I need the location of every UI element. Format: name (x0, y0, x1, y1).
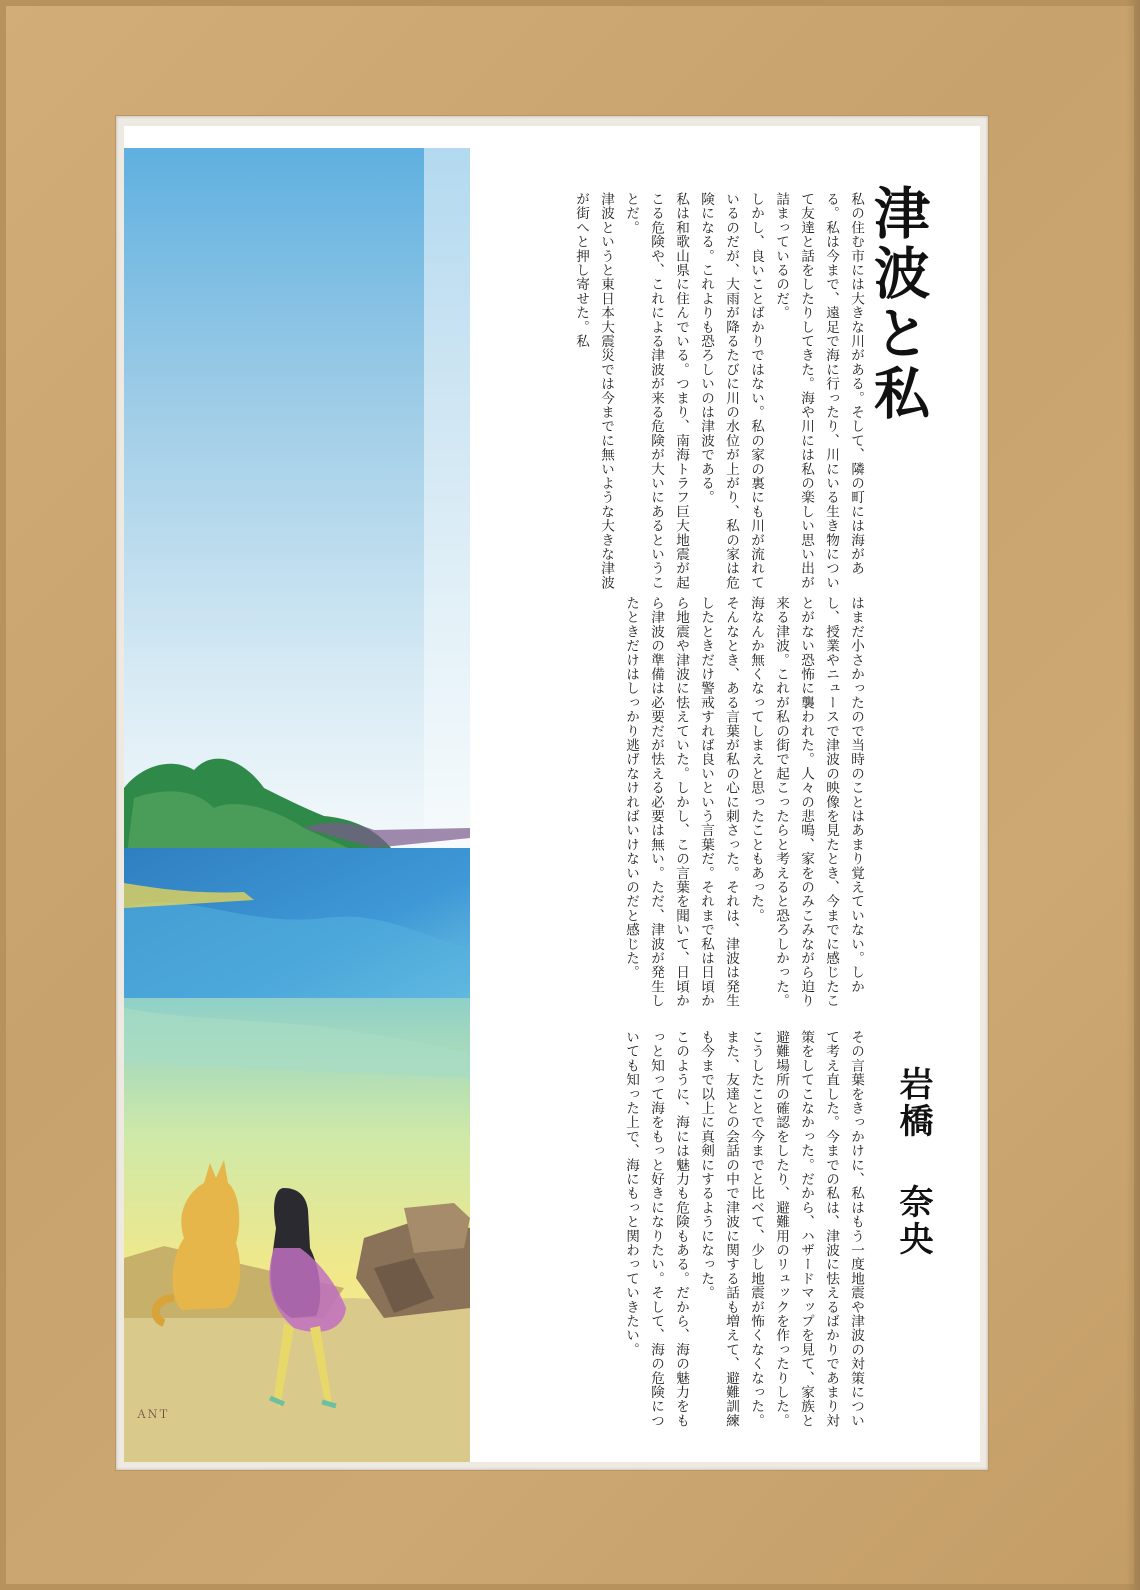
author-family-name: 岩橋 (893, 1066, 933, 1140)
author-name (889, 1066, 938, 1258)
paragraph: 私の住む市には大きな川がある。そして、隣の町には海がある。私は今まで、遠足で海に行ったり、川にいる生き物について友達と話をしたりしてきた。海や川には私の楽しい思い出が詰まっているのだ。 (773, 192, 864, 590)
essay-body-block-1 (568, 192, 868, 594)
paragraph: そんなとき、ある言葉が私の心に刺さった。それは、津波は発生したときだけ警戒すれば良いという言葉だ。それまで私は日頃から地震や津波に怯えていた。しかし、この言葉を聞いて、日頃から津波の準備は必要だが怯える必要は無い。ただ、津波が発生したときだけはしっかり逃げなければいけないのだと感じた。 (623, 596, 739, 1008)
paragraph: 私は和歌山県に住んでいる。つまり、南海トラフ巨大地震が起こる危険や、これによる津波が来る危険が大いにあるということだ。 (623, 192, 689, 590)
paragraph: このように、海には魅力も危険もある。だから、海の魅力をもっと知って海をもっと好きになりたい。そして、海の危険についても知った上で、海にもっと関わっていきたい。 (623, 1030, 689, 1428)
essay-body-block-3 (618, 1030, 868, 1440)
essay-body-block-2 (618, 596, 868, 1014)
paragraph: はまだ小さかったので当時のことはあまり覚えていない。しかし、授業やニュースで津波の映像を見たとき、今までに感じたことがない恐怖に襲われた。人々の悲鳴、家をのみこみながら迫り来る津波。これが私の街で起こったらと考えると恐ろしかった。海なんか無くなってしまえと思ったこともあった。 (748, 596, 864, 1008)
painting-signature: ＡＮＴ (136, 1408, 169, 1421)
author-given-name: 奈央 (893, 1184, 933, 1258)
essay-title: 津波と私 (865, 184, 931, 424)
beach-scene-illustration (124, 148, 470, 1462)
watercolor-painting (124, 148, 470, 1462)
essay-text-area (474, 126, 980, 1462)
paragraph: その言葉をきっかけに、私はもう一度地震や津波の対策について考え直した。今までの私は、津波に怯えるばかりであまり対策をしてこなかった。だから、ハザードマップを見て、家族と避難場所の確認をしたり、避難用のリュックを作ったりした。こうしたことで今までと比べて、少し地震が怖くなくなった。また、友達との会話の中で津波に関する話も増えて、避難訓練も今まで以上に真剣にするようになった。 (698, 1030, 864, 1428)
essay-sheet (124, 126, 980, 1462)
paragraph: しかし、良いことばかりではない。私の家の裏にも川が流れているのだが、大雨が降るたびに川の水位が上がり、私の家は危険になる。これよりも恐ろしいのは津波である。 (698, 192, 764, 590)
paragraph: 津波というと東日本大震災では今までに無いような大きな津波が街へと押し寄せた。私 (573, 192, 614, 590)
